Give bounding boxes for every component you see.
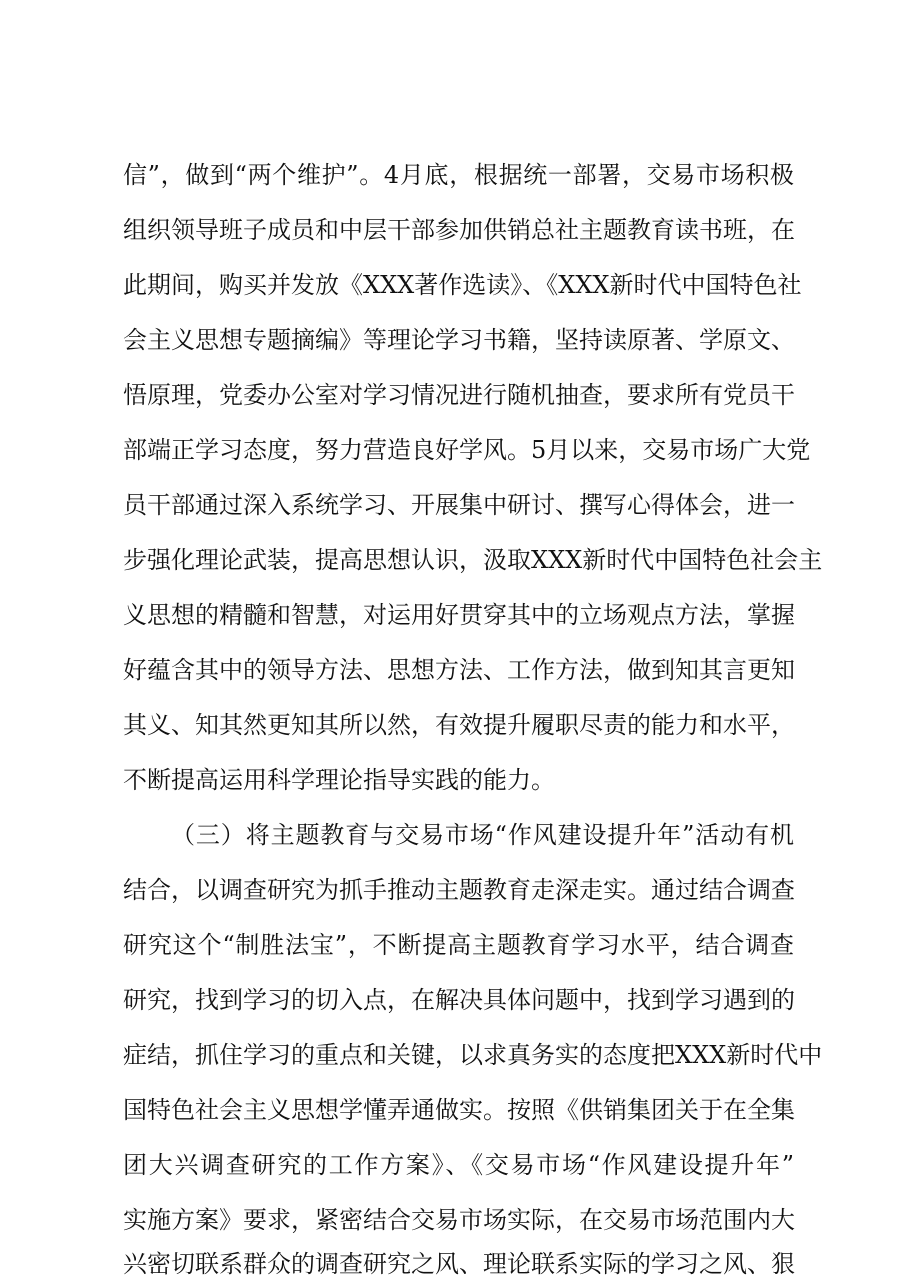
line-text: 员干部通过深入系统学习、开展集中研讨、撰写心得体会，进一 — [123, 491, 795, 519]
line-text: 部端正学习态度，努力营造良好学风。5月以来，交易市场广大党 — [123, 436, 811, 464]
line-text: 会主义思想专题摘编》等理论学习书籍，坚持读原著、学原文、 — [123, 326, 795, 354]
paragraph-line — [0, 815, 909, 855]
paragraph-line — [0, 595, 909, 635]
line-text: 步强化理论武装，提高思想认识，汲取XXX新时代中国特色社会主 — [123, 546, 823, 574]
line-text: 其义、知其然更知其所以然，有效提升履职尽责的能力和水平， — [123, 711, 795, 739]
line-text: 悟原理，党委办公室对学习情况进行随机抽查，要求所有党员干 — [123, 381, 795, 409]
line-text: 此期间，购买并发放《XXX著作选读》、《XXX新时代中国特色社 — [123, 271, 802, 299]
line-text: 实施方案》要求，紧密结合交易市场实际，在交易市场范围内大 — [123, 1206, 795, 1234]
line-text: 不断提高运用科学理论指导实践的能力。 — [123, 766, 555, 794]
paragraph-line — [0, 540, 909, 580]
paragraph-line — [0, 155, 909, 195]
paragraph-line — [0, 1200, 909, 1240]
paragraph-line — [0, 265, 909, 305]
paragraph-line — [0, 925, 909, 965]
paragraph-line — [0, 760, 909, 800]
paragraph-line — [0, 1035, 909, 1075]
paragraph-line — [0, 1145, 909, 1185]
line-text: 好蕴含其中的领导方法、思想方法、工作方法，做到知其言更知 — [123, 656, 795, 684]
paragraph-line — [0, 485, 909, 525]
paragraph-line — [0, 375, 909, 415]
line-text: 症结，抓住学习的重点和关键，以求真务实的态度把XXX新时代中 — [123, 1041, 823, 1069]
line-text: 团大兴调查研究的工作方案》、《交易市场“作风建设提升年” — [123, 1151, 794, 1179]
line-text: （三）将主题教育与交易市场“作风建设提升年”活动有机 — [171, 821, 794, 849]
paragraph-line — [0, 870, 909, 910]
paragraph-line — [0, 320, 909, 360]
paragraph-line — [0, 650, 909, 690]
paragraph-line — [0, 210, 909, 250]
line-text: 义思想的精髓和智慧，对运用好贯穿其中的立场观点方法，掌握 — [123, 601, 795, 629]
paragraph-line — [0, 430, 909, 470]
paragraph-line — [0, 1244, 909, 1284]
line-text: 研究，找到学习的切入点，在解决具体问题中，找到学习遇到的 — [123, 986, 795, 1014]
line-text: 信”，做到“两个维护”。4月底，根据统一部署，交易市场积极 — [123, 161, 794, 189]
line-text: 组织领导班子成员和中层干部参加供销总社主题教育读书班，在 — [123, 216, 795, 244]
paragraph-line — [0, 1090, 909, 1130]
line-text: 兴密切联系群众的调查研究之风、理论联系实际的学习之风、狠 — [123, 1250, 795, 1278]
line-text: 研究这个“制胜法宝”，不断提高主题教育学习水平，结合调查 — [123, 931, 794, 959]
paragraph-line — [0, 980, 909, 1020]
line-text: 国特色社会主义思想学懂弄通做实。按照《供销集团关于在全集 — [123, 1096, 795, 1124]
line-text: 结合，以调查研究为抓手推动主题教育走深走实。通过结合调查 — [123, 876, 795, 904]
paragraph-line — [0, 705, 909, 745]
